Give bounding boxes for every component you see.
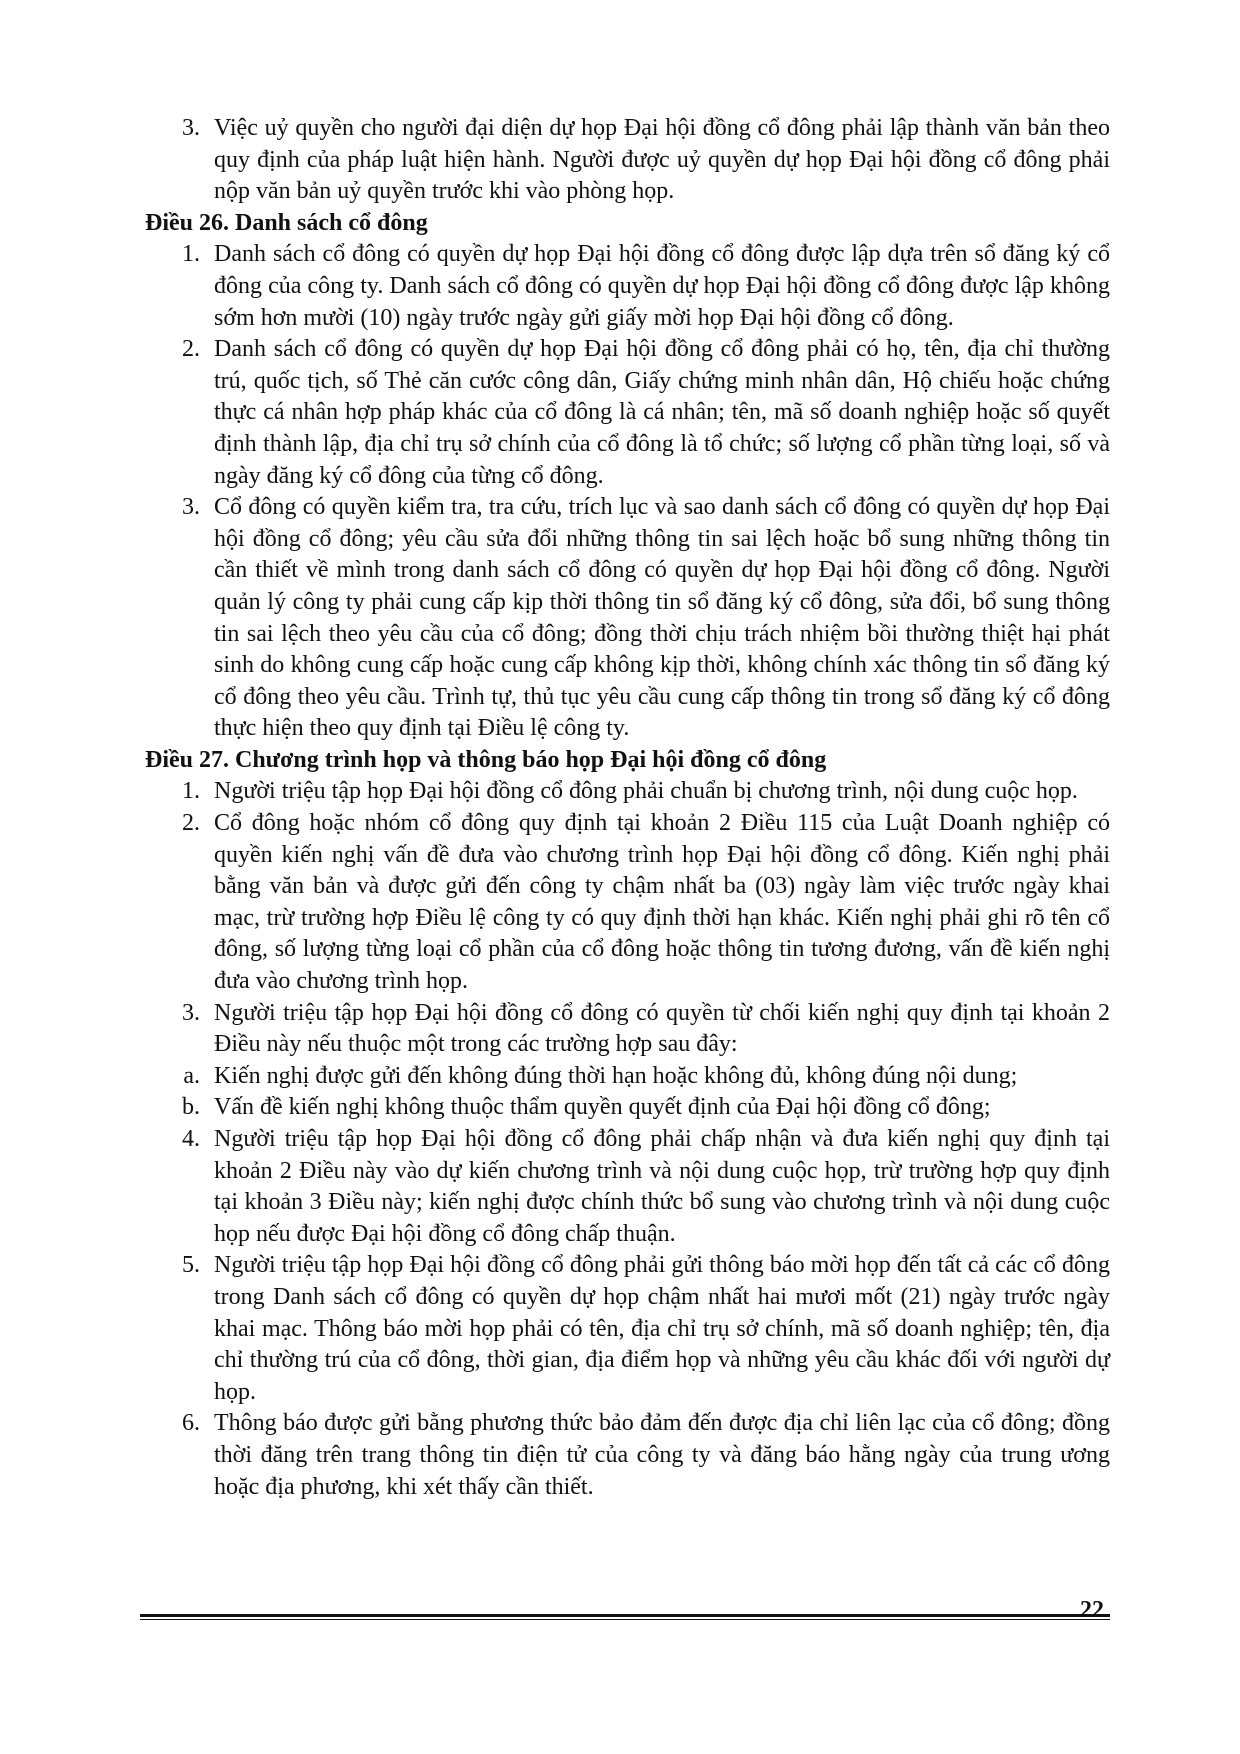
- document-body: [145, 113, 1110, 1503]
- item-text: Kiến nghị được gửi đến không đúng thời hạn hoặc không đủ, không đúng nội dung;: [214, 1062, 1018, 1089]
- footer-rule: [140, 1614, 1110, 1620]
- item-marker: 3.: [182, 999, 200, 1026]
- list-item: [145, 1250, 1110, 1408]
- item-text: Danh sách cổ đông có quyền dự họp Đại hội đồng cổ đông được lập dựa trên sổ đăng ký cổ đông của công ty. Danh sách cổ đông có quyền dự họp Đại hội đồng cổ đông được lập không sớm hơn mười (10) ngày trước ngày gửi giấy mời họp Đại hội đồng cổ đông.: [214, 241, 1110, 331]
- list-item: [145, 808, 1110, 998]
- list-item: [145, 1408, 1110, 1503]
- item-marker: 3.: [182, 494, 200, 521]
- page-number: 22: [1080, 1597, 1104, 1623]
- list-item: [145, 998, 1110, 1061]
- list-item: [145, 1061, 1110, 1093]
- list-item: [145, 776, 1110, 808]
- list-item: [145, 113, 1110, 208]
- list-item: [145, 1124, 1110, 1250]
- list-item: [145, 1092, 1110, 1124]
- article-26-heading: Điều 26. Danh sách cổ đông: [145, 209, 428, 236]
- item-text: Thông báo được gửi bằng phương thức bảo đảm đến được địa chỉ liên lạc của cổ đông; đồng thời đăng trên trang thông tin điện tử của công ty và đăng báo hằng ngày của trung ương hoặc địa phương, khi xét thấy cần thiết.: [214, 1410, 1110, 1500]
- item-marker: 4.: [182, 1126, 200, 1152]
- item-text: Người triệu tập họp Đại hội đồng cổ đông phải chấp nhận và đưa kiến nghị quy định tại khoản 2 Điều này vào dự kiến chương trình và nội dung cuộc họp, trừ trường hợp quy định tại khoản 3 Điều này; kiến nghị được chính thức bổ sung vào chương trình và nội dung cuộc họp nếu được Đại hội đồng cổ đông chấp thuận.: [214, 1126, 1110, 1247]
- item-marker: 5.: [182, 1252, 200, 1279]
- article-27-heading: Điều 27. Chương trình họp và thông báo họp Đại hội đồng cổ đông: [145, 746, 827, 773]
- item-marker: 1.: [182, 778, 200, 805]
- item-text: Danh sách cổ đông có quyền dự họp Đại hội đồng cổ đông phải có họ, tên, địa chỉ thường trú, quốc tịch, số Thẻ căn cước công dân, Giấy chứng minh nhân dân, Hộ chiếu hoặc chứng thực cá nhân hợp pháp khác của cổ đông là cá nhân; tên, mã số doanh nghiệp hoặc số quyết định thành lập, địa chỉ trụ sở chính của cổ đông là tổ chức; số lượng cổ phần từng loại, số và ngày đăng ký cổ đông của từng cổ đông.: [214, 336, 1110, 489]
- item-text: Người triệu tập họp Đại hội đồng cổ đông có quyền từ chối kiến nghị quy định tại khoản 2 Điều này nếu thuộc một trong các trường hợp sau đây:: [214, 999, 1110, 1058]
- item-marker: 6.: [182, 1410, 200, 1437]
- item-marker: 2.: [182, 810, 200, 837]
- item-text: Người triệu tập họp Đại hội đồng cổ đông phải gửi thông báo mời họp đến tất cả các cổ đông trong Danh sách cổ đông có quyền dự họp chậm nhất hai mươi mốt (21) ngày trước ngày khai mạc. Thông báo mời họp phải có tên, địa chỉ trụ sở chính, mã số doanh nghiệp; tên, địa chỉ thường trú của cổ đông, thời gian, địa điểm họp và những yêu cầu khác đối với người dự họp.: [214, 1252, 1110, 1405]
- item-marker: b.: [182, 1094, 200, 1121]
- list-item: [145, 334, 1110, 492]
- item-marker: a.: [183, 1062, 200, 1089]
- item-text: Vấn đề kiến nghị không thuộc thẩm quyền quyết định của Đại hội đồng cổ đông;: [214, 1094, 991, 1121]
- item-text: Người triệu tập họp Đại hội đồng cổ đông phải chuẩn bị chương trình, nội dung cuộc họp.: [214, 778, 1078, 805]
- item-text: Cổ đông hoặc nhóm cổ đông quy định tại khoản 2 Điều 115 của Luật Doanh nghiệp có quyền kiến nghị vấn đề đưa vào chương trình họp Đại hội đồng cổ đông. Kiến nghị phải bằng văn bản và được gửi đến công ty chậm nhất ba (03) ngày làm việc trước ngày khai mạc, trừ trường hợp Điều lệ công ty có quy định thời hạn khác. Kiến nghị phải ghi rõ tên cổ đông, số lượng từng loại cổ phần của cổ đông hoặc thông tin tương đương, vấn đề kiến nghị đưa vào chương trình họp.: [214, 810, 1110, 995]
- item-marker: 1.: [182, 241, 200, 268]
- item-text: Việc uỷ quyền cho người đại diện dự họp Đại hội đồng cổ đông phải lập thành văn bản theo quy định của pháp luật hiện hành. Người được uỷ quyền dự họp Đại hội đồng cổ đông phải nộp văn bản uỷ quyền trước khi vào phòng họp.: [214, 115, 1110, 205]
- item-marker: 2.: [182, 336, 200, 363]
- item-marker: 3.: [182, 115, 200, 141]
- list-item: [145, 492, 1110, 745]
- list-item: [145, 239, 1110, 334]
- item-text: Cổ đông có quyền kiểm tra, tra cứu, trích lục và sao danh sách cổ đông có quyền dự họp Đại hội đồng cổ đông; yêu cầu sửa đổi những thông tin sai lệch hoặc bổ sung những thông tin cần thiết về mình trong danh sách cổ đông có quyền dự họp Đại hội đồng cổ đông. Người quản lý công ty phải cung cấp kịp thời thông tin sổ đăng ký cổ đông, sửa đổi, bổ sung thông tin sai lệch theo yêu cầu của cổ đông; đồng thời chịu trách nhiệm bồi thường thiệt hại phát sinh do không cung cấp hoặc cung cấp không kịp thời, không chính xác thông tin sổ đăng ký cổ đông theo yêu cầu. Trình tự, thủ tục yêu cầu cung cấp thông tin trong sổ đăng ký cổ đông thực hiện theo quy định tại Điều lệ công ty.: [214, 494, 1110, 742]
